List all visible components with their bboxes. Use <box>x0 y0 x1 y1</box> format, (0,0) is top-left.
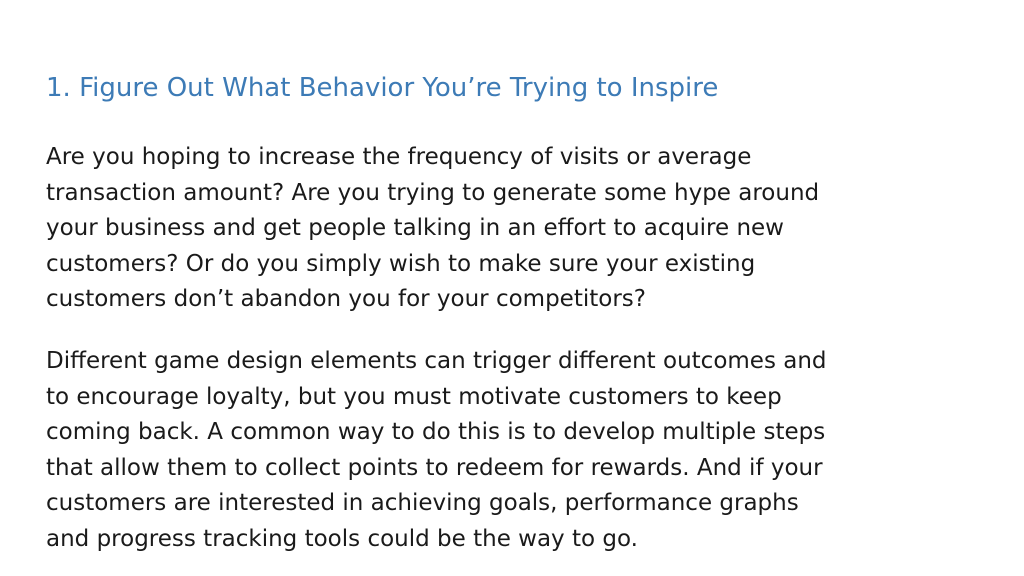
body-paragraph-1 <box>46 140 976 318</box>
paragraph-line: customers are interested in achieving goals, performance graphs <box>46 490 799 516</box>
paragraph-line: Are you hoping to increase the frequency of visits or average <box>46 144 752 170</box>
paragraph-line: customers don’t abandon you for your competitors? <box>46 286 646 312</box>
body-paragraph-2 <box>46 344 976 557</box>
paragraph-line: that allow them to collect points to redeem for rewards. And if your <box>46 454 823 481</box>
paragraph-line: customers? Or do you simply wish to make sure your existing <box>46 250 756 277</box>
paragraph-line: coming back. A common way to do this is to develop multiple steps <box>46 419 826 445</box>
paragraph-line: and progress tracking tools could be the way to go. <box>46 525 638 552</box>
paragraph-line: to encourage loyalty, but you must motivate customers to keep <box>46 383 782 410</box>
paragraph-line: your business and get people talking in an effort to acquire new <box>46 215 784 241</box>
slide-heading: 1. Figure Out What Behavior You’re Trying to Inspire <box>46 73 719 103</box>
paragraph-line: transaction amount? Are you trying to generate some hype around <box>46 179 820 206</box>
paragraph-line: Different game design elements can trigger different outcomes and <box>46 348 827 374</box>
